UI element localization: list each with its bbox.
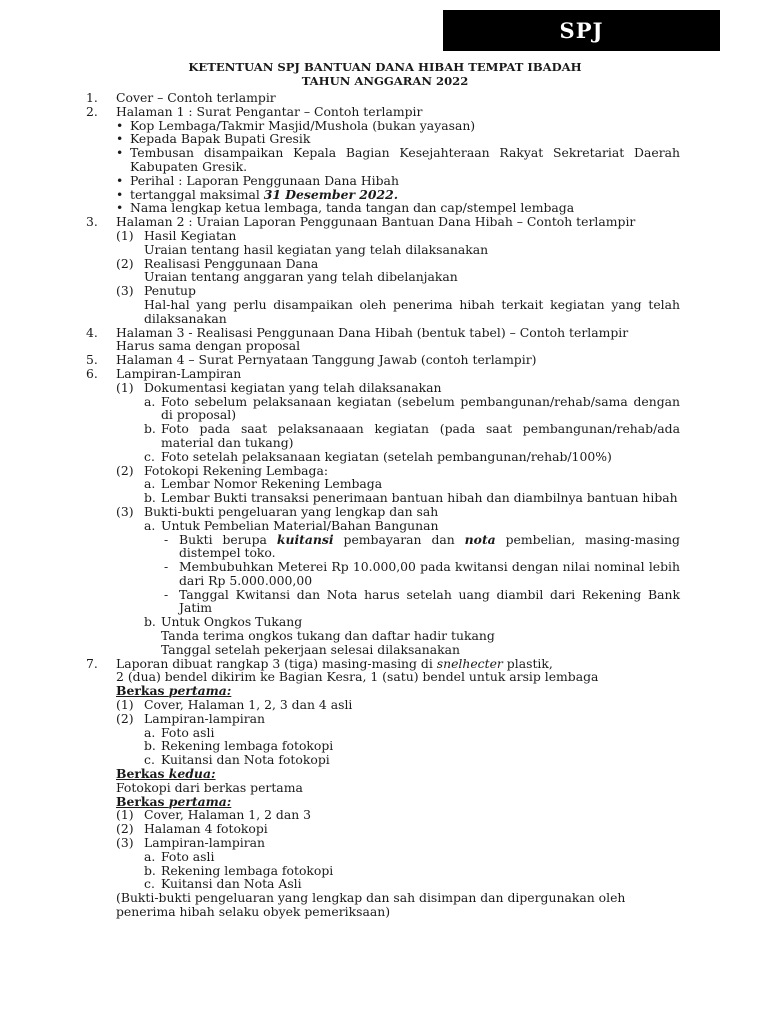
sub-description: Uraian tentang hasil kegiatan yang telah dilaksanakan [144, 241, 489, 257]
item-text: Lampiran-Lampiran [116, 365, 242, 381]
dash-marker: - [164, 586, 169, 602]
bullet-text: Perihal : Laporan Penggunaan Dana Hibah [130, 172, 399, 188]
sub-text: Fotokopi Rekening Lembaga: [144, 462, 329, 478]
bullet-icon: • [116, 172, 124, 188]
sub-sub-description: Tanggal setelah pekerjaan selesai dilaksanakan [161, 641, 461, 657]
sub-sub-item [86, 477, 680, 491]
sub-sub-text: Lembar Nomor Rekening Lembaga [161, 476, 383, 492]
title-line-1: KETENTUAN SPJ BANTUAN DANA HIBAH TEMPAT IBADAH [188, 60, 582, 74]
sub-item [86, 808, 680, 822]
list-item-1 [86, 91, 680, 105]
item-text: Halaman 2 : Uraian Laporan Penggunaan Bantuan Dana Hibah – Contoh terlampir [116, 214, 636, 230]
list-item-3 [86, 215, 680, 229]
sub-sub-letter: a. [144, 393, 156, 409]
sub-sub-letter: a. [144, 517, 156, 533]
sub-number: (2) [116, 821, 134, 837]
sub-number: (3) [116, 283, 134, 299]
sub-text: Hasil Kegiatan [144, 227, 237, 243]
sub-item [86, 257, 680, 271]
sub-sub-text: Rekening lembaga fotokopi [161, 862, 334, 878]
berkas-heading-ordinal: pertama: [168, 683, 232, 699]
item-number: 7. [86, 655, 98, 671]
item-note: Harus sama dengan proposal [116, 338, 301, 354]
sub-sub-text: Foto sebelum pelaksanaan kegiatan (sebelum pembangunan/rehab/sama dengan di proposal) [161, 393, 680, 423]
bullet-item [86, 146, 680, 174]
sub-sub-text: Foto pada saat pelaksanaaan kegiatan (pada saat pembangunan/rehab/ada material dan tukang) [161, 421, 680, 450]
sub-text: Cover, Halaman 1, 2, 3 dan 4 asli [144, 697, 353, 713]
bullet-icon: • [116, 186, 124, 202]
sub-sub-item [86, 753, 680, 767]
bullet-text [130, 188, 680, 202]
sub-number: (1) [116, 807, 134, 823]
dash-marker: - [164, 531, 169, 547]
dash-item [86, 588, 680, 616]
sub-sub-item [86, 450, 680, 464]
spj-badge: SPJ [443, 10, 720, 51]
keyword-kuitansi: kuitansi [276, 531, 334, 547]
sub-text: Lampiran-lampiran [144, 710, 266, 726]
sub-sub-letter: b. [144, 862, 156, 878]
sub-item [86, 698, 680, 712]
title-line-2: TAHUN ANGGARAN 2022 [301, 74, 469, 88]
bullet-item [86, 174, 680, 188]
berkas-heading-word: Berkas [116, 793, 169, 809]
sub-sub-letter: c. [144, 876, 155, 892]
document-title [90, 60, 680, 88]
dash-item [86, 533, 680, 561]
sub-item [86, 464, 680, 478]
sub-sub-text: Kuitansi dan Nota Asli [161, 876, 302, 892]
bullet-icon: • [116, 145, 124, 161]
bullet-item [86, 201, 680, 215]
sub-number: (2) [116, 462, 134, 478]
keyword-nota: nota [464, 531, 496, 547]
item-number: 6. [86, 365, 98, 381]
berkas-heading [86, 767, 680, 781]
sub-sub-item [86, 615, 680, 629]
sub-item [86, 836, 680, 850]
sub-sub-item [86, 395, 680, 423]
sub-text: Realisasi Penggunaan Dana [144, 255, 319, 271]
sub-description: Hal-hal yang perlu disampaikan oleh penerima hibah terkait kegiatan yang telah dilaksanakan [144, 296, 680, 326]
item-text-part: plastik, [502, 655, 553, 671]
bullet-item [86, 119, 680, 133]
sub-sub-text: Foto asli [161, 848, 215, 864]
sub-sub-item [86, 519, 680, 533]
sub-sub-description: Tanda terima ongkos tukang dan daftar hadir tukang [161, 628, 495, 644]
berkas-description: Fotokopi dari berkas pertama [116, 779, 303, 795]
sub-number: (1) [116, 379, 134, 395]
sub-description: Uraian tentang anggaran yang telah dibelanjakan [144, 269, 458, 285]
sub-sub-letter: c. [144, 448, 155, 464]
sub-sub-text: Untuk Ongkos Tukang [161, 614, 303, 630]
dash-text-part: pembelian, masing-masing distempel toko. [179, 531, 680, 561]
sub-sub-item [86, 491, 680, 505]
deadline-prefix: tertanggal maksimal [130, 186, 264, 202]
sub-number: (2) [116, 255, 134, 271]
sub-sub-item [86, 850, 680, 864]
bullet-text: Nama lengkap ketua lembaga, tanda tangan dan cap/stempel lembaga [130, 200, 575, 216]
sub-sub-letter: a. [144, 848, 156, 864]
item-number: 4. [86, 324, 98, 340]
bullet-text: Kepada Bapak Bupati Gresik [130, 131, 311, 147]
sub-item [86, 284, 680, 298]
sub-number: (2) [116, 710, 134, 726]
bullet-icon: • [116, 131, 124, 147]
item-note: 2 (dua) bendel dikirim ke Bagian Kesra, 1 (satu) bendel untuk arsip lembaga [116, 669, 599, 685]
item-text [116, 657, 680, 671]
bullet-text: Kop Lembaga/Takmir Masjid/Mushola (bukan yayasan) [130, 117, 476, 133]
sub-sub-item [86, 864, 680, 878]
item-number: 2. [86, 103, 98, 119]
sub-number: (1) [116, 697, 134, 713]
item-number: 1. [86, 90, 98, 105]
list-item-7 [86, 657, 680, 671]
bullet-icon: • [116, 200, 124, 216]
sub-sub-item [86, 877, 680, 891]
dash-text [179, 533, 680, 561]
sub-sub-letter: b. [144, 490, 156, 506]
sub-sub-letter: b. [144, 421, 156, 437]
sub-number: (3) [116, 503, 134, 519]
snelhecter-term: snelhecter [436, 655, 503, 671]
dash-text-part: pembayaran dan [333, 531, 465, 547]
sub-number: (3) [116, 835, 134, 851]
item-number: 5. [86, 352, 98, 368]
item-text: Cover – Contoh terlampir [116, 90, 276, 105]
bullet-icon: • [116, 117, 124, 133]
item-text: Halaman 3 - Realisasi Penggunaan Dana Hibah (bentuk tabel) – Contoh terlampir [116, 324, 629, 340]
berkas-heading [86, 795, 680, 809]
sub-sub-letter: b. [144, 614, 156, 630]
dash-item [86, 560, 680, 588]
dash-text: Membubuhkan Meterei Rp 10.000,00 pada kwitansi dengan nilai nominal lebih dari Rp 5.000.000,00 [179, 559, 680, 588]
sub-item [86, 712, 680, 726]
sub-sub-letter: b. [144, 738, 156, 754]
sub-text: Dokumentasi kegiatan yang telah dilaksanakan [144, 379, 442, 395]
list-item-4 [86, 326, 680, 340]
sub-sub-text: Foto asli [161, 724, 215, 740]
berkas-heading-word: Berkas [116, 766, 169, 782]
bullet-item [86, 132, 680, 146]
sub-sub-item [86, 422, 680, 450]
list-item-5 [86, 353, 680, 367]
sub-sub-letter: c. [144, 752, 155, 768]
sub-text: Bukti-bukti pengeluaran yang lengkap dan sah [144, 503, 439, 519]
sub-sub-item [86, 739, 680, 753]
bullet-text: Tembusan disampaikan Kepala Bagian Kesejahteraan Rakyat Sekretariat Daerah Kabupaten Gresik. [130, 145, 680, 174]
item-text: Halaman 1 : Surat Pengantar – Contoh terlampir [116, 103, 423, 119]
sub-text: Penutup [144, 283, 196, 299]
list-item-6 [86, 367, 680, 381]
list-item-2 [86, 105, 680, 119]
sub-sub-text: Kuitansi dan Nota fotokopi [161, 752, 330, 768]
sub-sub-letter: a. [144, 724, 156, 740]
sub-item [86, 229, 680, 243]
bullet-item [86, 188, 680, 202]
dash-text: Tanggal Kwitansi dan Nota harus setelah uang diambil dari Rekening Bank Jatim [179, 586, 680, 616]
document-body [86, 91, 680, 919]
berkas-heading-word: Berkas [116, 683, 169, 699]
item-text: Halaman 4 – Surat Pernyataan Tanggung Jawab (contoh terlampir) [116, 352, 537, 368]
sub-number: (1) [116, 227, 134, 243]
sub-sub-text: Rekening lembaga fotokopi [161, 738, 334, 754]
sub-sub-text: Untuk Pembelian Material/Bahan Bangunan [161, 517, 439, 533]
deadline-date: 31 Desember 2022. [263, 186, 399, 202]
sub-sub-item [86, 726, 680, 740]
berkas-heading [86, 684, 680, 698]
sub-sub-text: Foto setelah pelaksanaan kegiatan (setelah pembangunan/rehab/100%) [161, 448, 612, 464]
sub-text: Lampiran-lampiran [144, 835, 266, 851]
item-text-part: Laporan dibuat rangkap 3 (tiga) masing-masing di [116, 655, 437, 671]
sub-text: Halaman 4 fotokopi [144, 821, 268, 837]
dash-text-part: Bukti berupa [179, 531, 277, 547]
sub-text: Cover, Halaman 1, 2 dan 3 [144, 807, 312, 823]
berkas-heading-ordinal: kedua: [168, 766, 216, 782]
sub-sub-text: Lembar Bukti transaksi penerimaan bantuan hibah dan diambilnya bantuan hibah [161, 490, 678, 506]
sub-item [86, 381, 680, 395]
item-number: 3. [86, 214, 98, 230]
dash-marker: - [164, 559, 169, 575]
sub-item [86, 505, 680, 519]
sub-item [86, 822, 680, 836]
berkas-heading-ordinal: pertama: [168, 793, 232, 809]
closing-note: (Bukti-bukti pengeluaran yang lengkap dan sah disimpan dan dipergunakan oleh penerima hibah selaku obyek pemeriksaan) [116, 890, 626, 920]
sub-sub-letter: a. [144, 476, 156, 492]
